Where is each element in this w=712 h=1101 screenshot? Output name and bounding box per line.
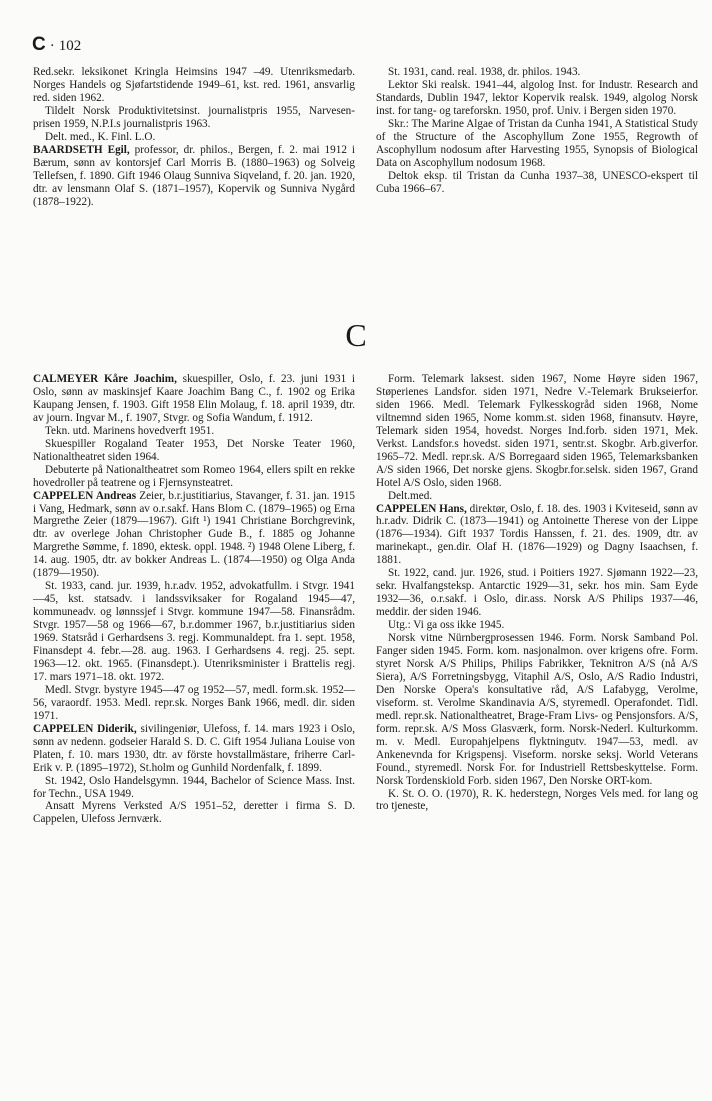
- paragraph-text: direktør, Oslo, f. 18. des. 1903 i Kviteseid, sønn av h.r.adv. Didrik C. (1873—1941) og Antoinette Therese von der Lippe (1876—1934). Gift 1937 Tordis Hanssen, f. 21. des. 1909, dtr. av marinekapt., gen.dir. Olaf H. (1876—1929) og Dagny Isaachsen, f. 1881.: [376, 502, 698, 567]
- text-paragraph: [376, 632, 698, 787]
- text-paragraph: [33, 438, 355, 464]
- paragraph-text: sivilingeniør, Ulefoss, f. 14. mars 1923 i Oslo, sønn av nedenn. godseier Harald S. D. C. Gift 1954 Juliana Louise von Platen, f. 10. mars 1930, dtr. av förste hovstallmästare, friherre Carl-Erik v. P. (1895–1972), St.holm og Gunhild Nordenfalk, f. 1899.: [33, 722, 355, 774]
- header-letter: C: [32, 34, 46, 55]
- paragraph-text: Tekn. utd. Marinens hovedverft 1951.: [45, 424, 215, 437]
- text-paragraph: [33, 66, 355, 105]
- section-letter: C: [345, 317, 367, 353]
- entry-paragraph: [33, 490, 355, 581]
- entry-paragraph: [376, 503, 698, 568]
- text-paragraph: [33, 131, 355, 144]
- entry-name: BAARDSETH Egil,: [33, 143, 130, 156]
- paragraph-text: Delt. med., K. Finl. L.O.: [45, 130, 156, 143]
- page-header: [32, 34, 81, 56]
- paragraph-text: Debuterte på Nationaltheatret som Romeo 1964, ellers spilt en rekke hovedroller på teatrene og i Fjernsynsteatret.: [33, 463, 355, 489]
- text-paragraph: [33, 105, 355, 131]
- paragraph-text: Zeier, b.r.justitiarius, Stavanger, f. 31. jan. 1915 i Vang, Hedmark, sønn av o.r.sakf. Hans Blom C. (1879–1965) og Erna Margrethe Zeier (1879—1967). Gift ¹) 1941 Christiane Borchgrevink, dtr. av overlege Johan Christopher Gude B., f. 1885 og Johanne Margrethe Sømme, f. 1890, ektesk. oppl. 1948. ²) 1948 Olene Liberg, f. 14. aug. 1905, dtr. av bokker Andreas L. (1874—1950) og Olga Anda (1879—1950).: [33, 489, 356, 580]
- text-paragraph: [376, 490, 698, 503]
- text-paragraph: [376, 66, 698, 79]
- column-bottom-left: [33, 373, 355, 826]
- column-bottom-right: [376, 373, 698, 813]
- paragraph-text: Ansatt Myrens Verksted A/S 1951–52, deretter i firma S. D. Cappelen, Ulefoss Jernværk.: [33, 800, 355, 826]
- text-paragraph: [33, 684, 355, 723]
- column-top-left: [33, 66, 355, 208]
- paragraph-text: Deltok eksp. til Tristan da Cunha 1937–38, UNESCO-ekspert til Cuba 1966–67.: [376, 169, 698, 195]
- paragraph-text: St. 1942, Oslo Handelsgymn. 1944, Bachelor of Science Mass. Inst. for Techn., USA 1949.: [33, 774, 355, 800]
- paragraph-text: St. 1922, cand. jur. 1926, stud. i Poitiers 1927. Sjømann 1922—23, sekr. Hvalfangsteksp. Antarctic 1929—31, sekr. hos min. Sam Eyde 1932—36, o.r.sakf. i Oslo, dir.ass. Norsk A/S Philips 1937—46, meddir. der siden 1946.: [376, 567, 698, 619]
- entry-paragraph: [33, 373, 355, 425]
- text-paragraph: [33, 775, 355, 801]
- entry-name: CALMEYER Kåre Joachim,: [33, 373, 177, 385]
- text-paragraph: [33, 425, 355, 438]
- text-paragraph: [376, 170, 698, 196]
- text-paragraph: [33, 580, 355, 684]
- entry-paragraph: [33, 144, 355, 209]
- paragraph-text: Skr.: The Marine Algae of Tristan da Cunha 1941, A Statistical Study of the Structure of the Ascophyllum Zone 1955, Regrowth of Ascophyllum nodosum after Harvesting 1955, Synopsis of Biological Data on Ascophyllum nodosum 1968.: [376, 117, 698, 169]
- paragraph-text: Skuespiller Rogaland Teater 1953, Det Norske Teater 1960, Nationaltheatret siden 1964.: [33, 437, 355, 463]
- text-paragraph: [376, 118, 698, 170]
- text-paragraph: [376, 619, 698, 632]
- paragraph-text: Medl. Stvgr. bystyre 1945—47 og 1952—57, medl. form.sk. 1952—56, varaordf. 1953. Medl. repr.sk. Norges Bank 1966, medl. dir. siden 1971.: [33, 683, 355, 722]
- entry-name: CAPPELEN Andreas: [33, 489, 137, 502]
- text-paragraph: [33, 800, 355, 826]
- paragraph-text: professor, dr. philos., Bergen, f. 2. mai 1912 i Bærum, sønn av kontorsjef Carl Morris B. (1880–1963) og Solveig Tellefsen, f. 1890. Gift 1946 Olaug Sunniva Siqveland, f. 20. jan. 1920, dtr. av lensmann Olaf S. (1871–1957), Kopervik og Sunniva Nygård (1878–1922).: [33, 143, 356, 208]
- paragraph-text: K. St. O. O. (1970), R. K. hederstegn, Norges Vels med. for lang og tro tjeneste,: [376, 787, 698, 813]
- paragraph-text: Red.sekr. leksikonet Kringla Heimsins 1947 –49. Utenriksmedarb. Norges Handels og Sjøfartstidende 1949–61, kst. red. 1961, ansvarlig red. siden 1962.: [33, 66, 355, 104]
- text-paragraph: [376, 567, 698, 619]
- paragraph-text: Tildelt Norsk Produktivitetsinst. journalistpris 1955, Narvesen-prisen 1959, N.P.I.s journalistpris 1963.: [33, 104, 355, 130]
- entry-name: CAPPELEN Diderik,: [33, 722, 137, 735]
- header-separator: ·: [49, 38, 55, 54]
- text-paragraph: [376, 788, 698, 814]
- paragraph-text: Delt.med.: [388, 489, 433, 502]
- paragraph-text: Form. Telemark laksest. siden 1967, Nome Høyre siden 1967, Støperienes Landsfor. siden 1971, Nedre V.-Telemark Brukseierfor. siden 1966. Medl. Telemark Fylkesskogråd siden 1968, Nome viltnemnd siden 1965, Nome komm.st. siden 1968, finansutv. Høyre, Telemark siden 1954, hovedst. Norges Ind.forb. siden 1971, Mek. Verkst. Landsfor.s hovedst. siden 1971, sentr.st. Skogbr. Arb.giverfor. 1965–72. Medl. repr.sk. A/S Borregaard siden 1965, Telemarksbanken A/S siden 1966, Det norske gjens. Skogbr.for.selsk. siden 1967, Grand Hotel A/S Oslo, siden 1968.: [376, 373, 698, 489]
- column-top-right: [376, 66, 698, 196]
- paragraph-text: Utg.: Vi ga oss ikke 1945.: [388, 619, 505, 632]
- entry-name: CAPPELEN Hans,: [376, 502, 467, 515]
- paragraph-text: St. 1931, cand. real. 1938, dr. philos. 1943.: [388, 66, 581, 78]
- paragraph-text: St. 1933, cand. jur. 1939, h.r.adv. 1952, advokatfullm. i Stvgr. 1941—45, kst. statsadv. i landssviksaker for Rogaland 1945—47, kommuneadv. og lønnssjef i Stvgr. kommune 1947—58. Finansrådm. Stvgr. 1957—58 og 1966—67, b.r.dommer 1967, b.r.justitiarius siden 1969. Statsråd i Gerhardsens 3. regj. Kommunaldept. fra 1. sept. 1958, Finansdept 4. febr.—28. aug. 1963. I Gerhardsens 4. regj. 25. sept. 1963—12. okt. 1965. (Finansdept.). Utenriksminister i Brattelis regj. 17. mars 1971–18. okt. 1972.: [33, 580, 355, 683]
- paragraph-text: Lektor Ski realsk. 1941–44, algolog Inst. for Industr. Research and Standards, Dublin 1947, lektor Kopervik realsk. 1949, algolog Norsk inst. for tang- og tareforskn. 1950, prof. Univ. i Bergen siden 1970.: [376, 78, 698, 117]
- text-paragraph: [376, 79, 698, 118]
- paragraph-text: skuespiller, Oslo, f. 23. juni 1931 i Oslo, sønn av maskinsjef Kaare Joachim Bang C., f. 1902 og Erika Kaupang Jensen, f. 1903. Gift 1958 Elin Molaug, f. 18. april 1939, dtr. av journ. Ingvar M., f. 1907, Stvgr. og Sofia Wandum, f. 1912.: [33, 373, 355, 424]
- page-number: 102: [58, 38, 82, 54]
- text-paragraph: [33, 464, 355, 490]
- paragraph-text: Norsk vitne Nürnbergprosessen 1946. Form. Norsk Samband Pol. Fanger siden 1945. Form. kom. nasjonalmon. over krigens ofre. Form. styret Norsk A/S Philips, Philips Fabrikker, Teknitron A/S (nå A/S Siera), A/S Forretningsbygg, Vitaphil A/S, Oslo, A/S Radio Industri, Den Norske Opera's konsultative råd, A/S Lafabygg, Verolme, viseform. st. Verolme Skandinavia A/S, styremedl. Operafondet. Tidl. medl. repr.sk. Nationaltheatret, Brage-Fram Livs- og Pensjonsfors. A/S, form. repr.sk. A/S Moss Glasværk, form. Norsk-Nederl. Kulturkomm. m. v. Medl. Europahjelpens flyktningutv. 1947—53, medl. av Ankenevnda for Krigspensj. Viseform. norske seksj. World Veterans Found., styremedl. Norsk For. for Industriell Rettsbeskyttelse. Form. Norsk Tordenskiold Forb. siden 1967, Den Norske ORT-kom.: [376, 632, 698, 787]
- entry-paragraph: [33, 723, 355, 775]
- text-paragraph: [376, 373, 698, 490]
